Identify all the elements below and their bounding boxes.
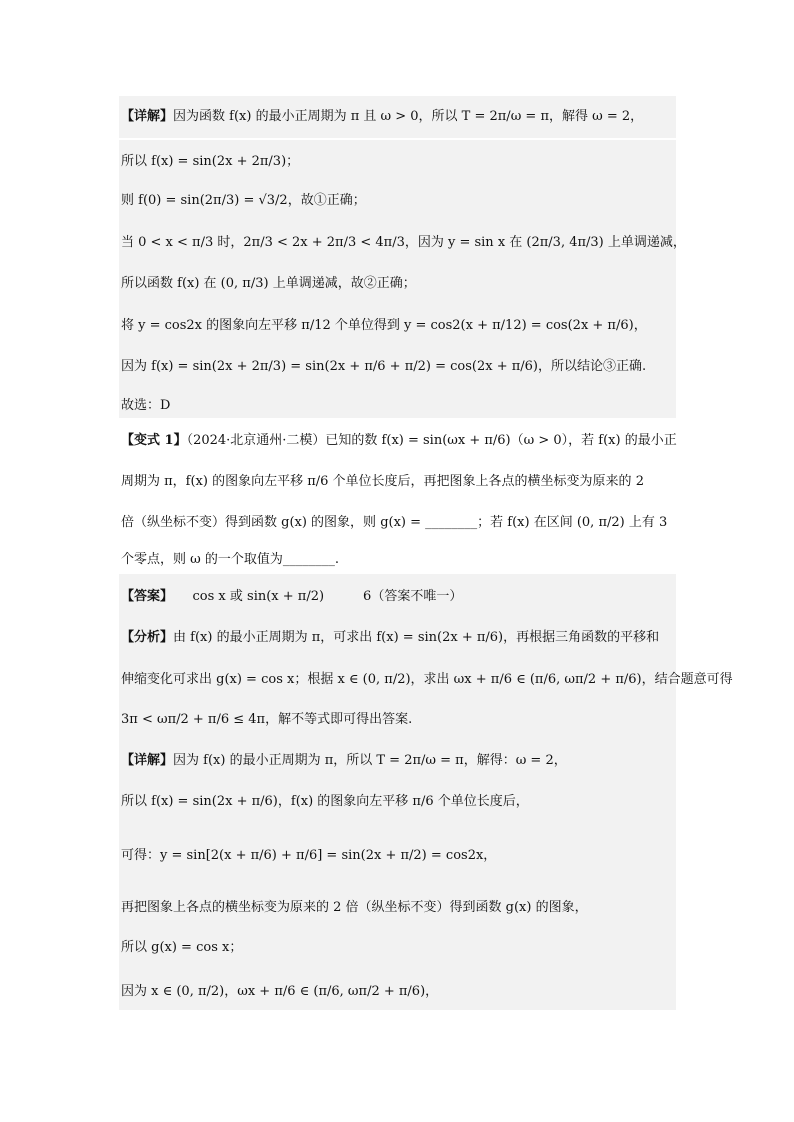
text-line bbox=[121, 357, 646, 377]
line-text: 所以 f(x) = sin(2x + 2π/3)； bbox=[121, 154, 300, 169]
text-line bbox=[121, 316, 647, 336]
line-text: （2024·北京通州·二模）已知的数 f(x) = sin(ωx + π/6)（ω > 0），若 f(x) 的最小正 bbox=[186, 433, 677, 448]
text-line bbox=[121, 513, 667, 533]
line-text: 因为 f(x) = sin(2x + 2π/3) = sin(2x + π/6 + π/2) = cos(2x + π/6)，所以结论③正确. bbox=[121, 359, 647, 374]
line-text: cos x 或 sin(x + π/2) 6（答案不唯一） bbox=[166, 589, 463, 604]
text-line bbox=[121, 938, 242, 958]
line-text: 所以 f(x) = sin(2x + π/6)，f(x) 的图象向左平移 π/6 个单位长度后， bbox=[121, 794, 529, 809]
line-text: 则 f(0) = sin(2π/3) = √3/2，故①正确； bbox=[121, 193, 366, 208]
text-line bbox=[121, 898, 588, 918]
text-line bbox=[121, 396, 170, 416]
text-line bbox=[121, 982, 438, 1002]
line-label: 【答案】 bbox=[121, 589, 167, 604]
line-label: 【变式 1】 bbox=[121, 433, 187, 448]
line-text: 倍（纵坐标不变）得到函数 g(x) 的图象，则 g(x) = ________；若 f(x) 在区间 (0, π/2) 上有 3 bbox=[121, 515, 668, 530]
line-text: 周期为 π，f(x) 的图象向左平移 π/6 个单位长度后，再把图象上各点的横坐标变为原来的 2 bbox=[121, 474, 644, 489]
text-line bbox=[121, 670, 733, 690]
text-line bbox=[121, 628, 659, 648]
text-line bbox=[121, 233, 686, 253]
line-text: 个零点，则 ω 的一个取值为________. bbox=[121, 552, 339, 567]
line-label: 【详解】 bbox=[121, 753, 174, 768]
text-line bbox=[121, 550, 339, 570]
text-line bbox=[121, 274, 416, 294]
line-text: 3π < ωπ/2 + π/6 ≤ 4π，解不等式即可得出答案. bbox=[121, 712, 413, 727]
line-label: 【详解】 bbox=[121, 109, 174, 124]
line-text: 由 f(x) 的最小正周期为 π，可求出 f(x) = sin(2x + π/6)，再根据三角函数的平移和 bbox=[173, 630, 660, 645]
line-text: 将 y = cos2x 的图象向左平移 π/12 个单位得到 y = cos2(x + π/12) = cos(2x + π/6)， bbox=[121, 318, 647, 333]
line-text: 因为函数 f(x) 的最小正周期为 π 且 ω > 0，所以 T = 2π/ω = π，解得 ω = 2， bbox=[173, 109, 644, 124]
line-text: 因为 x ∈ (0, π/2)，ωx + π/6 ∈ (π/6, ωπ/2 + π/6)， bbox=[121, 984, 439, 999]
text-line bbox=[121, 191, 366, 211]
text-line bbox=[121, 107, 643, 127]
line-text: 当 0 < x < π/3 时，2π/3 < 2x + 2π/3 < 4π/3，因为 y = sin x 在 (2π/3, 4π/3) 上单调递减， bbox=[121, 235, 686, 250]
line-text: 再把图象上各点的横坐标变为原来的 2 倍（纵坐标不变）得到函数 g(x) 的图象， bbox=[121, 900, 588, 915]
line-text: 可得：y = sin[2(x + π/6) + π/6] = sin(2x + π/2) = cos2x， bbox=[121, 848, 497, 863]
line-text: 所以函数 f(x) 在 (0, π/3) 上单调递减，故②正确； bbox=[121, 276, 416, 291]
line-text: 伸缩变化可求出 g(x) = cos x；根据 x ∈ (0, π/2)，求出 ωx + π/6 ∈ (π/6, ωπ/2 + π/6)，结合题意可得 bbox=[121, 672, 733, 687]
text-line bbox=[121, 846, 496, 866]
line-text: 故选：D bbox=[121, 398, 171, 413]
line-text: 所以 g(x) = cos x； bbox=[121, 940, 243, 955]
text-line bbox=[121, 710, 412, 730]
text-line bbox=[121, 431, 677, 451]
line-label: 【分析】 bbox=[121, 630, 174, 645]
text-line bbox=[121, 751, 567, 771]
text-line bbox=[121, 587, 462, 607]
text-line bbox=[121, 792, 529, 812]
text-line bbox=[121, 152, 299, 172]
text-line bbox=[121, 472, 644, 492]
line-text: 因为 f(x) 的最小正周期为 π，所以 T = 2π/ω = π，解得：ω = 2， bbox=[173, 753, 567, 768]
